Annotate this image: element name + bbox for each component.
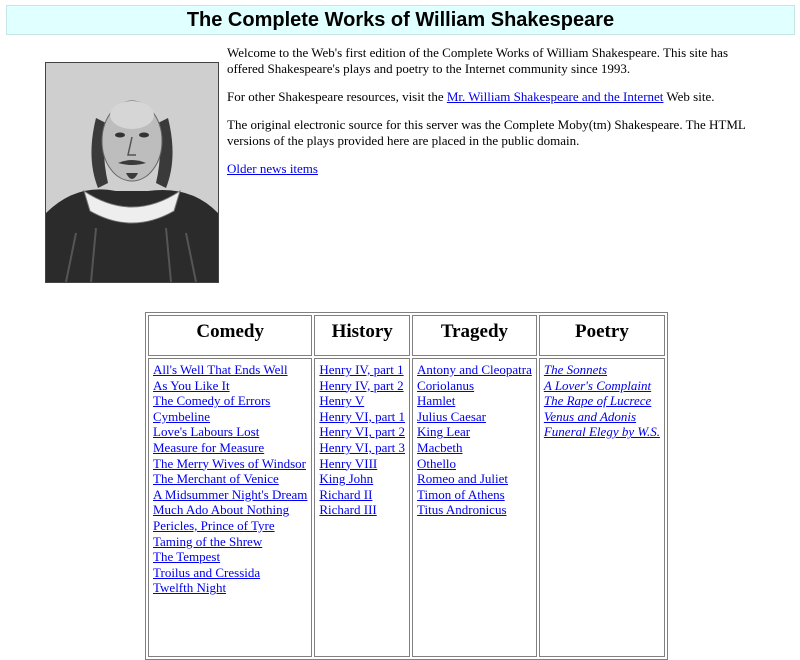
comedy-work-link[interactable]: Troilus and Cressida (153, 564, 261, 580)
header-tragedy: Tragedy (412, 315, 537, 356)
intro-text (227, 45, 757, 189)
tragedy-list-item (417, 393, 532, 409)
tragedy-list-item (417, 424, 532, 440)
comedy-work-link[interactable]: Twelfth Night (153, 580, 227, 596)
history-work-link[interactable]: Henry IV, part 2 (319, 377, 404, 393)
history-list-item (319, 378, 405, 394)
comedy-column (148, 358, 312, 657)
tragedy-work-link[interactable]: Antony and Cleopatra (417, 362, 532, 377)
tragedy-work-link[interactable]: King Lear (417, 424, 471, 440)
history-work-link[interactable]: Richard II (319, 486, 373, 502)
tragedy-list-item (417, 362, 532, 378)
poetry-work-link[interactable]: Funeral Elegy by W.S. (543, 424, 660, 440)
poetry-work-link[interactable]: A Lover's Complaint (543, 377, 652, 393)
tragedy-work-link[interactable]: Macbeth (417, 439, 463, 455)
title-banner (6, 5, 795, 35)
comedy-list-item (153, 362, 307, 378)
history-column (314, 358, 410, 657)
comedy-work-link[interactable]: All's Well That Ends Well (153, 362, 288, 377)
history-work-link[interactable]: Henry VIII (319, 455, 378, 471)
history-work-link[interactable]: King John (319, 471, 374, 487)
header-comedy: Comedy (148, 315, 312, 356)
comedy-work-link[interactable]: Taming of the Shrew (153, 533, 263, 549)
comedy-work-link[interactable]: The Tempest (153, 549, 221, 565)
tragedy-work-link[interactable]: Hamlet (417, 393, 456, 409)
comedy-list-item (153, 456, 307, 472)
tragedy-work-link[interactable]: Romeo and Juliet (417, 471, 509, 487)
comedy-list-item (153, 518, 307, 534)
history-work-link[interactable]: Richard III (319, 502, 377, 518)
resources-paragraph (227, 89, 757, 105)
resources-text-before: For other Shakespeare resources, visit the (227, 89, 447, 104)
poetry-list-item (544, 409, 660, 425)
comedy-list-item (153, 440, 307, 456)
history-work-link[interactable]: Henry IV, part 1 (319, 362, 404, 377)
history-list-item (319, 502, 405, 518)
comedy-list-item (153, 487, 307, 503)
tragedy-list-item (417, 502, 532, 518)
comedy-work-link[interactable]: The Comedy of Errors (153, 393, 271, 409)
poetry-column (539, 358, 665, 657)
tragedy-work-link[interactable]: Timon of Athens (417, 486, 505, 502)
poetry-work-link[interactable]: The Sonnets (543, 362, 608, 377)
comedy-list-item (153, 565, 307, 581)
comedy-work-link[interactable]: Love's Labours Lost (153, 424, 260, 440)
tragedy-work-link[interactable]: Coriolanus (417, 377, 475, 393)
older-news-link[interactable]: Older news items (227, 161, 318, 176)
comedy-work-link[interactable]: The Merry Wives of Windsor (153, 455, 306, 471)
poetry-list-item (544, 362, 660, 378)
comedy-work-link[interactable]: Pericles, Prince of Tyre (153, 517, 275, 533)
history-list-item (319, 424, 405, 440)
history-list-item (319, 409, 405, 425)
poetry-work-link[interactable]: The Rape of Lucrece (543, 393, 652, 409)
shakespeare-internet-link[interactable]: Mr. William Shakespeare and the Internet (446, 89, 664, 104)
works-table (145, 312, 668, 660)
comedy-work-link[interactable]: As You Like It (153, 377, 230, 393)
comedy-work-link[interactable]: The Merchant of Venice (153, 471, 279, 487)
tragedy-list-item (417, 440, 532, 456)
comedy-list (153, 362, 307, 596)
history-list-item (319, 456, 405, 472)
resources-text-after: Web site. (663, 89, 715, 104)
header-poetry: Poetry (539, 315, 665, 356)
history-work-link[interactable]: Henry VI, part 3 (319, 439, 406, 455)
history-list-item (319, 362, 405, 378)
comedy-list-item (153, 534, 307, 550)
older-news-paragraph (227, 161, 757, 177)
comedy-list-item (153, 378, 307, 394)
tragedy-work-link[interactable]: Titus Andronicus (417, 502, 507, 518)
comedy-list-item (153, 549, 307, 565)
history-list-item (319, 440, 405, 456)
history-list-item (319, 471, 405, 487)
comedy-list-item (153, 409, 307, 425)
tragedy-list-item (417, 409, 532, 425)
comedy-list-item (153, 471, 307, 487)
poetry-list-item (544, 393, 660, 409)
history-list (319, 362, 405, 518)
poetry-list-item (544, 378, 660, 394)
comedy-list-item (153, 424, 307, 440)
comedy-work-link[interactable]: Much Ado About Nothing (153, 502, 290, 518)
poetry-list (544, 362, 660, 440)
poetry-work-link[interactable]: Venus and Adonis (543, 408, 637, 424)
comedy-work-link[interactable]: Cymbeline (153, 408, 211, 424)
tragedy-list (417, 362, 532, 518)
page-title: The Complete Works of William Shakespeare (186, 9, 615, 31)
tragedy-list-item (417, 456, 532, 472)
comedy-work-link[interactable]: Measure for Measure (153, 439, 265, 455)
source-paragraph: The original electronic source for this server was the Complete Moby(tm) Shakespeare. The HTML versions of the plays provided here are placed in the public domain. (227, 117, 746, 148)
comedy-list-item (153, 502, 307, 518)
comedy-work-link[interactable]: A Midsummer Night's Dream (153, 486, 308, 502)
history-work-link[interactable]: Henry V (319, 393, 365, 409)
comedy-list-item (153, 580, 307, 596)
poetry-list-item (544, 424, 660, 440)
tragedy-work-link[interactable]: Julius Caesar (417, 408, 487, 424)
tragedy-list-item (417, 471, 532, 487)
welcome-paragraph: Welcome to the Web's first edition of the Complete Works of William Shakespeare. This site has offered Shakespeare's plays and poetry to the Internet community since 1993. (227, 45, 729, 76)
tragedy-work-link[interactable]: Othello (417, 455, 457, 471)
tragedy-list-item (417, 487, 532, 503)
comedy-list-item (153, 393, 307, 409)
history-work-link[interactable]: Henry VI, part 2 (319, 424, 406, 440)
history-list-item (319, 487, 405, 503)
history-work-link[interactable]: Henry VI, part 1 (319, 408, 406, 424)
tragedy-list-item (417, 378, 532, 394)
tragedy-column (412, 358, 537, 657)
history-list-item (319, 393, 405, 409)
shakespeare-portrait-icon (45, 62, 219, 283)
header-history: History (314, 315, 410, 356)
